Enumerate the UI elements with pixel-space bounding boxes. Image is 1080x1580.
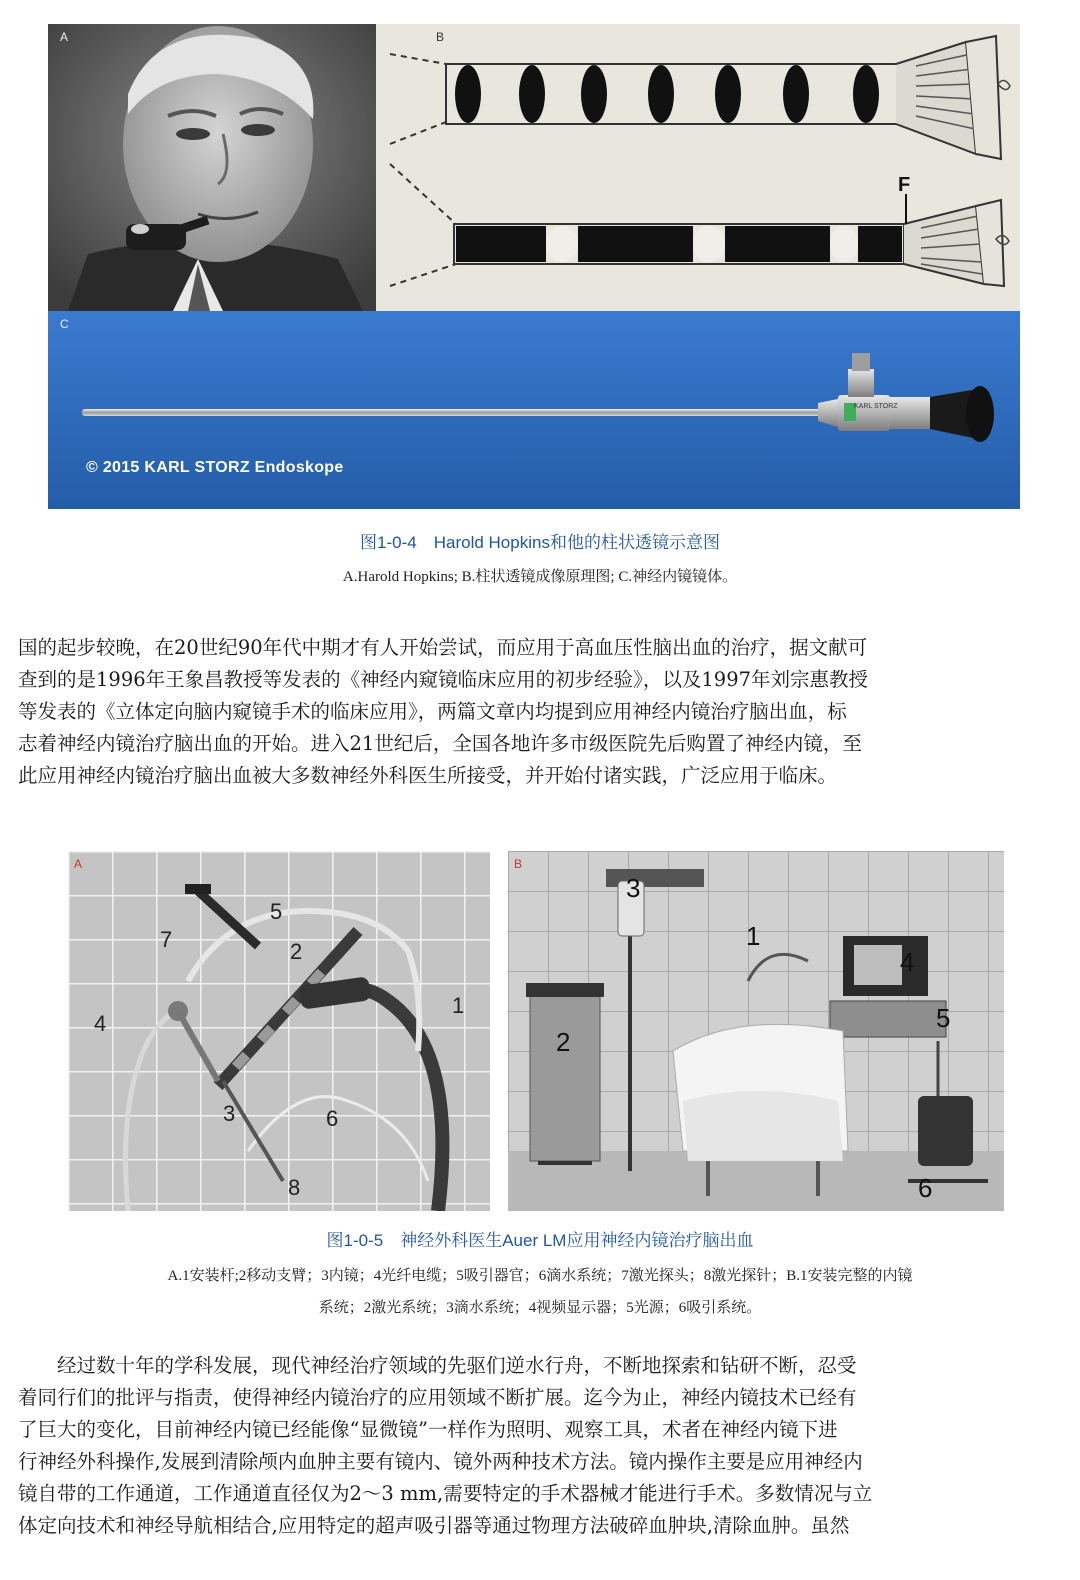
figure4-panel-b-rod-lens-diagram <box>376 24 1020 311</box>
paragraph-line: 此应用神经内镜治疗脑出血被大多数神经外科医生所接受，并开始付诸实践，广泛应用于临床。 <box>18 764 838 787</box>
figure4-panel-c-endoscope-photo <box>48 311 1020 509</box>
callout-number: 4 <box>900 947 915 977</box>
paragraph-line: 镜自带的工作通道，工作通道直径仅为2～3 mm,需要特定的手术器械才能进行手术。多数情况与立 <box>18 1482 873 1505</box>
panel-b-label: B <box>436 30 445 44</box>
marker-f-label: F <box>898 174 911 196</box>
paragraph-line: 等发表的《立体定向脑内窥镜手术的临床应用》，两篇文章内均提到应用神经内镜治疗脑出血，标 <box>18 700 847 723</box>
body-paragraph-2 <box>18 1350 1064 1542</box>
paragraph-line: 国的起步较晚，在20世纪90年代中期才有人开始尝试，而应用于高血压性脑出血的治疗，据文献可 <box>18 636 868 659</box>
callout-number: 3 <box>626 873 641 903</box>
portrait-illustration <box>48 24 376 311</box>
figure4-panel-a-portrait-photo <box>48 24 376 311</box>
endoscope-illustration <box>48 311 1020 509</box>
paragraph-line: 经过数十年的学科发展，现代神经治疗领域的先驱们逆水行舟，不断地探索和钻研不断，忍受 <box>18 1354 857 1377</box>
callout-number: 3 <box>223 1101 236 1126</box>
callout-number: 8 <box>288 1175 301 1200</box>
body-paragraph-1 <box>18 632 1064 792</box>
paragraph-line: 行神经外科操作,发展到清除颅内血肿主要有镜内、镜外两种技术方法。镜内操作主要是应用神经内 <box>18 1450 863 1473</box>
conventional-lenses <box>455 65 879 123</box>
callout-number: 1 <box>746 921 761 951</box>
figure5-caption-title: 图1-0-5 神经外科医生Auer LM应用神经内镜治疗脑出血 <box>326 1231 754 1250</box>
panel-a-label: A <box>60 30 69 44</box>
callout-number: 6 <box>918 1173 933 1203</box>
paragraph-line: 体定向技术和神经导航相结合,应用特定的超声吸引器等通过物理方法破碎血肿块,清除血肿。虽然 <box>18 1514 850 1537</box>
paragraph-line: 了巨大的变化，目前神经内镜已经能像“显微镜”一样作为照明、观察工具，术者在神经内镜下进 <box>18 1418 838 1441</box>
figure5-panel-a-apparatus-photo <box>68 851 490 1211</box>
rod-lens-diagram <box>376 24 1020 311</box>
paragraph-line: 志着神经内镜治疗脑出血的开始。进入21世纪后，全国各地许多市级医院先后购置了神经内镜，至 <box>18 732 862 755</box>
callout-number: 6 <box>326 1106 339 1131</box>
paragraph-line: 查到的是1996年王象昌教授等发表的《神经内窥镜临床应用的初步经验》，以及1997年刘宗惠教授 <box>18 668 869 691</box>
callout-number: 4 <box>94 1011 107 1036</box>
figure5-caption-legend-line-2: 系统；2激光系统；3滴水系统；4视频显示器；5光源；6吸引系统。 <box>318 1300 762 1316</box>
callout-number: 7 <box>160 927 173 952</box>
figure4-caption-legend: A.Harold Hopkins; B.柱状透镜成像原理图; C.神经内镜镜体。 <box>342 569 738 585</box>
copyright-text: © 2015 KARL STORZ Endoskope <box>86 459 344 476</box>
scope-brand-label: KARL STORZ <box>854 403 898 410</box>
figure5-panel-b-system-photo <box>508 851 1004 1211</box>
callout-number: 5 <box>270 899 283 924</box>
panel-c-label: C <box>60 317 69 331</box>
paragraph-line: 着同行们的批评与指责，使得神经内镜治疗的应用领域不断扩展。迄今为止，神经内镜技术已经有 <box>18 1386 857 1409</box>
callout-number: 2 <box>556 1027 571 1057</box>
figure-1-0-4 <box>48 24 1020 509</box>
callout-number: 2 <box>290 939 303 964</box>
figure5-panel-b-label: B <box>514 857 523 871</box>
figure5-caption-legend-line-1: A.1安装杆;2移动支臂；3内镜；4光纤电缆；5吸引器官；6滴水系统；7激光探头；8激光探针；B.1安装完整的内镜 <box>167 1268 913 1284</box>
callout-number: 1 <box>452 993 465 1018</box>
system-illustration <box>508 851 1004 1211</box>
callout-number: 5 <box>936 1003 951 1033</box>
figure4-caption-title: 图1-0-4 Harold Hopkins和他的柱状透镜示意图 <box>360 533 720 552</box>
rod-lenses <box>456 226 902 262</box>
figure5-panel-a-label: A <box>74 857 83 871</box>
